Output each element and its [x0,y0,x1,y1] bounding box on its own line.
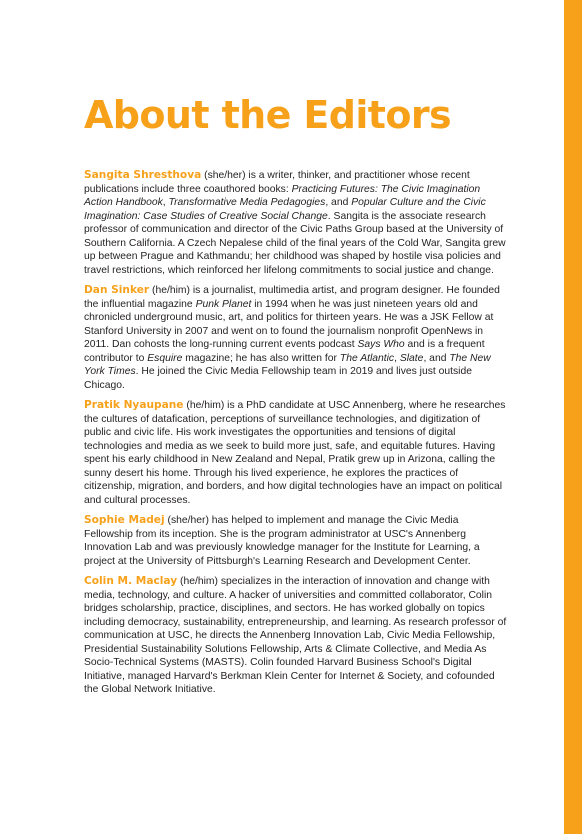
editor-pronouns: (she/her) [164,515,209,526]
bio-text: , [162,197,169,208]
publication-title: Transformative Media Pedagogies [168,197,326,208]
bio-paragraph [84,169,508,277]
bio-text: specializes in the interaction of innovation and change with media, technology, and culture. A hacker of universities and committed collaborator, Colin bridges scholarship, practice, disciplines, and sectors. He has worked globally on topics including democracy, sustainability, entrepreneurship, and learning. As research professor of communication at USC, he directs the Annenberg Innovation Lab, Civic Media Fellowship, Presidential Sustainability Solutions Fellowship, Arts & Climate Collective, and Media As Socio-Technical Systems (MASTS). Colin founded Harvard Business School's Digital Initiative, managed Harvard's Berkman Klein Center for Internet & Society, and cofounded the Global Network Initiative. [84,576,507,695]
publication-title: Esquire [147,352,183,364]
publication-title: Slate [399,352,424,364]
bio-text: , and [325,197,352,208]
orange-side-bar [564,0,582,834]
editor-pronouns: (he/him) [149,285,190,296]
bio-text: is a PhD candidate at USC Annenberg, where he researches the cultures of datafication, perceptions of surveillance technologies, and digitization of public and civic life. His work investigates the opportunities and tensions of digital technologies and media as we seek to build more just, safe, and equitable futures. Having spent his early childhood in New Zealand and Nepal, Pratik grew up in Arizona, calling the sunny desert his home. Through his lived experience, he explores the practices of citizenship, migration, and borders, and how digital technologies have an impact on political and cultural processes. [84,400,506,506]
publication-title: Punk Planet [195,298,252,310]
bio-text: , [394,352,400,364]
bio-paragraph [84,399,508,507]
publication-title: The New York Times [84,352,491,377]
editor-pronouns: (he/him) [183,400,225,411]
bio-text: in 1994 when he was just nineteen years old and chronicled underground music, art, and politics for thirteen years. He was a JSK Fellow at Stanford University in 2007 and went on to found the journalism nonprofit OpenNews in 2011. Dan cohosts the long-running current events podcast [84,298,494,350]
editor-name: Pratik Nyaupane [84,399,184,411]
bio-paragraph [84,284,508,392]
editor-name: Colin M. Maclay [84,575,178,587]
bios-list [84,169,508,704]
bio-text: is a journalist, multimedia artist, and program designer. He founded the influential magazine [84,285,500,310]
bio-text: , and [423,352,450,364]
publication-title: The Atlantic [339,352,395,364]
bio-text: . He joined the Civic Media Fellowship team in 2019 and lives just outside Chicago. [84,366,472,391]
editor-pronouns: (she/her) [201,170,246,181]
bio-paragraph [84,514,508,568]
bio-text: magazine; he has also written for [182,352,340,364]
editor-name: Sophie Madej [84,514,165,526]
editor-pronouns: (he/him) [177,576,218,587]
publication-title: Practicing Futures: The Civic Imagination Action Handbook [84,183,481,208]
bio-text: . Sangita is the associate research professor of communication and director of the Civic Paths Group based at the University of Southern California. A Czech Nepalese child of the final years of the Cold War, Sangita grew up between Prague and Kathmandu; her childhood was shaped by hostile visa policies and travel restrictions, which reinforced her lifelong commitments to social justice and change. [84,210,506,276]
editor-name: Dan Sinker [84,284,150,296]
bio-text: is a writer, thinker, and practitioner whose recent publications include three coauthored books: [84,170,470,195]
publication-title: Popular Culture and the Civic Imagination: Case Studies of Creative Social Change [84,197,486,222]
page-title: About the Editors [84,93,451,137]
editor-name: Sangita Shresthova [84,169,202,181]
bio-text: and is a frequent contributor to [84,339,485,364]
publication-title: Says Who [357,339,405,350]
bio-text: has helped to implement and manage the Civic Media Fellowship from its inception. She is the program administrator at USC's Annenberg Innovation Lab and was previously knowledge manager for the Institute for Learning, a project at the University of Pittsburgh's Learning Research and Development Center. [84,515,480,567]
bio-paragraph [84,575,508,697]
